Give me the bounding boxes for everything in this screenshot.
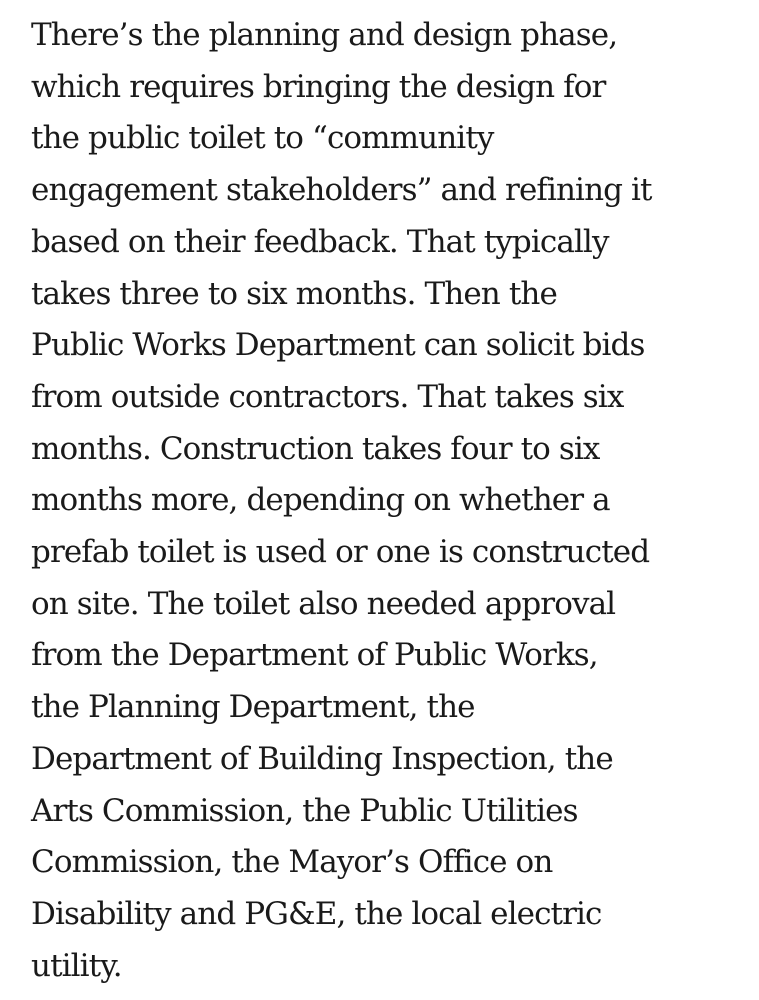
paragraph-line: from the Department of Public Works, (31, 637, 598, 674)
paragraph-line: Commission, the Mayor’s Office on (31, 844, 553, 881)
paragraph-line: months. Construction takes four to six (31, 430, 600, 467)
paragraph-line: months more, depending on whether a (31, 482, 610, 519)
paragraph-line: Department of Building Inspection, the (31, 740, 613, 777)
paragraph-line: Arts Commission, the Public Utilities (31, 792, 578, 829)
paragraph-line: prefab toilet is used or one is constructed (31, 534, 650, 571)
paragraph-line: There’s the planning and design phase, (31, 17, 618, 53)
article-paragraph (31, 10, 751, 992)
paragraph-line: based on their feedback. That typically (31, 223, 609, 260)
paragraph-line: which requires bringing the design for (31, 68, 606, 105)
paragraph-line: the public toilet to “community (31, 120, 494, 157)
paragraph-line: engagement stakeholders” and refining it (31, 172, 652, 209)
paragraph-line: takes three to six months. Then the (31, 275, 557, 312)
paragraph-line: from outside contractors. That takes six (31, 378, 624, 415)
paragraph-line: the Planning Department, the (31, 689, 475, 726)
paragraph-line: Disability and PG&E, the local electric (31, 895, 602, 932)
paragraph-line: on site. The toilet also needed approval (31, 585, 616, 622)
paragraph-line: Public Works Department can solicit bids (31, 327, 645, 364)
paragraph-line: utility. (31, 947, 122, 984)
